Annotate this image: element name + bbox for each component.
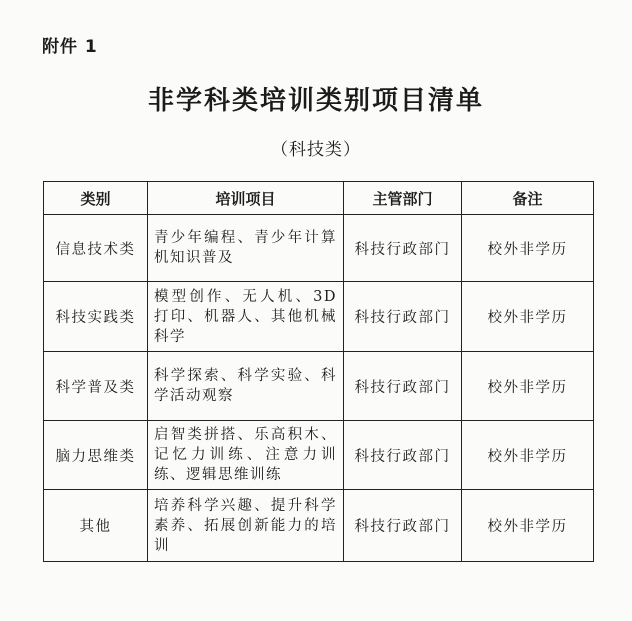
note-cell: 校外非学历 xyxy=(462,421,594,490)
table-header-row xyxy=(44,182,594,215)
column-header-project: 培训项目 xyxy=(148,182,344,215)
document-title: 非学科类培训类别项目清单 xyxy=(147,86,484,116)
project-cell: 培养科学兴趣、提升科学素养、拓展创新能力的培训 xyxy=(148,490,344,562)
category-cell: 科学普及类 xyxy=(44,352,148,421)
department-cell: 科技行政部门 xyxy=(344,421,462,490)
project-cell: 启智类拼搭、乐高积木、记忆力训练、注意力训练、逻辑思维训练 xyxy=(148,421,344,490)
table-row xyxy=(44,215,594,282)
document-subtitle: （科技类） xyxy=(271,140,361,160)
project-cell: 科学探索、科学实验、科学活动观察 xyxy=(148,352,344,421)
project-cell: 青少年编程、青少年计算机知识普及 xyxy=(148,215,344,282)
department-cell: 科技行政部门 xyxy=(344,490,462,562)
column-header-note: 备注 xyxy=(462,182,594,215)
note-cell: 校外非学历 xyxy=(462,282,594,352)
department-cell: 科技行政部门 xyxy=(344,282,462,352)
attachment-label: 附件 1 xyxy=(42,37,98,57)
table-row xyxy=(44,282,594,352)
training-category-table xyxy=(43,181,594,562)
table-row xyxy=(44,490,594,562)
category-cell: 脑力思维类 xyxy=(44,421,148,490)
project-cell: 模型创作、无人机、3D 打印、机器人、其他机械科学 xyxy=(148,282,344,352)
note-cell: 校外非学历 xyxy=(462,352,594,421)
category-cell: 其他 xyxy=(44,490,148,562)
table-row xyxy=(44,421,594,490)
column-header-department: 主管部门 xyxy=(344,182,462,215)
category-cell: 信息技术类 xyxy=(44,215,148,282)
note-cell: 校外非学历 xyxy=(462,490,594,562)
department-cell: 科技行政部门 xyxy=(344,215,462,282)
department-cell: 科技行政部门 xyxy=(344,352,462,421)
note-cell: 校外非学历 xyxy=(462,215,594,282)
table-row xyxy=(44,352,594,421)
category-cell: 科技实践类 xyxy=(44,282,148,352)
column-header-category: 类别 xyxy=(44,182,148,215)
